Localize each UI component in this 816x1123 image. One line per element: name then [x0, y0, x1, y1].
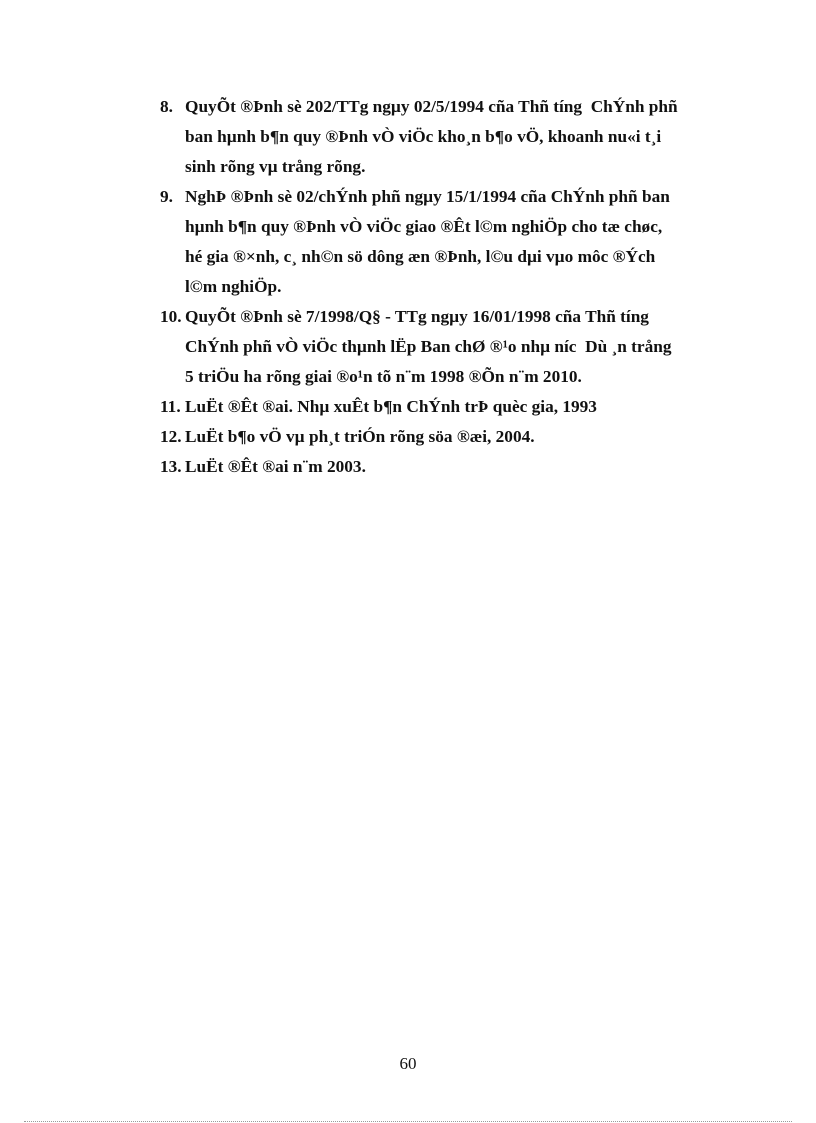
reference-item-10 [160, 302, 760, 392]
reference-item-13 [160, 452, 760, 482]
reference-text [185, 452, 760, 482]
reference-line: sinh rõng vµ trång rõng. [185, 157, 366, 176]
page-number: 60 [399, 1054, 417, 1073]
reference-text [185, 422, 760, 452]
reference-line: hµnh b¶n quy ®Þnh vÒ viÖc giao ®Êt l©m nghiÖp cho tæ chøc, [185, 217, 663, 236]
reference-line: ban hµnh b¶n quy ®Þnh vÒ viÖc kho¸n b¶o vÖ, khoanh nu«i t¸i [185, 127, 662, 146]
reference-line: l©m nghiÖp. [185, 277, 282, 296]
reference-line: 5 triÖu ha rõng giai ®o¹n tõ n¨m 1998 ®Õn n¨m 2010. [185, 367, 582, 386]
reference-text [185, 182, 760, 302]
reference-text [185, 302, 760, 392]
reference-item-8 [160, 92, 760, 182]
reference-item-12 [160, 422, 760, 452]
reference-list [160, 92, 760, 482]
reference-number: 12. [160, 427, 182, 446]
reference-line: hé gia ®×nh, c¸ nh©n sö dông æn ®Þnh, l©u dµi vµo môc ®Ých [185, 247, 656, 266]
reference-line: LuËt ®Êt ®ai n¨m 2003. [185, 457, 366, 476]
reference-text [185, 92, 760, 182]
reference-number: 11. [160, 397, 181, 416]
reference-line: QuyÕt ®Þnh sè 7/1998/Q§ - TTg ngµy 16/01/1998 cña Thñ tíng [185, 307, 649, 326]
reference-line: ChÝnh phñ vÒ viÖc thµnh lËp Ban chØ ®¹o nhµ níc Dù ¸n trång [185, 337, 672, 356]
reference-line: LuËt ®Êt ®ai. Nhµ xuÊt b¶n ChÝnh trÞ quèc gia, 1993 [185, 397, 597, 416]
reference-line: LuËt b¶o vÖ vµ ph¸t triÓn rõng söa ®æi, 2004. [185, 427, 535, 446]
reference-number: 13. [160, 457, 182, 476]
reference-number: 10. [160, 307, 182, 326]
reference-item-9 [160, 182, 760, 302]
page-bottom-divider [24, 1121, 792, 1122]
reference-line: QuyÕt ®Þnh sè 202/TTg ngµy 02/5/1994 cña Thñ tíng ChÝnh phñ [185, 97, 678, 116]
reference-line: NghÞ ®Þnh sè 02/chÝnh phñ ngµy 15/1/1994 cña ChÝnh phñ ban [185, 187, 670, 206]
reference-number: 8. [160, 97, 173, 116]
reference-item-11 [160, 392, 760, 422]
reference-text [185, 392, 760, 422]
reference-number: 9. [160, 187, 173, 206]
